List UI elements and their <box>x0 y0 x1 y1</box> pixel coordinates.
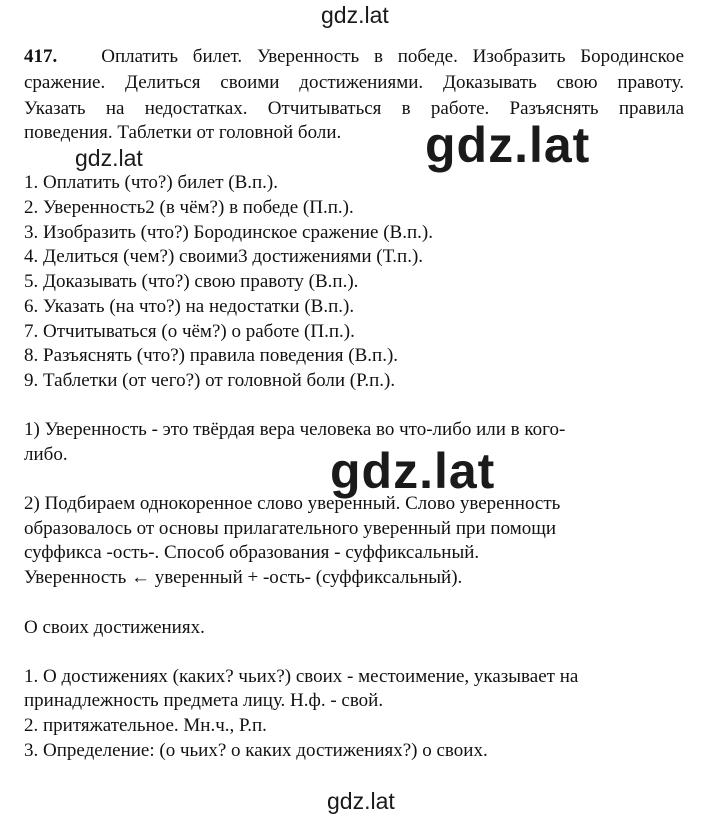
note-2-line-3: суффикса -ость-. Способ образования - суффиксальный. <box>24 542 480 563</box>
exercise-line-1 <box>24 46 684 68</box>
analysis-line-1: 1. О достижениях (каких? чьих?) своих - местоимение, указывает на <box>24 666 579 687</box>
exercise-text-1: Оплатить билет. Уверенность в победе. Изобразить Бородинское <box>101 46 684 67</box>
watermark-large-1: gdz.lat <box>425 117 591 173</box>
watermark-top: gdz.lat <box>321 2 389 28</box>
note-2-line-2: образовалось от основы прилагательного уверенный при помощи <box>24 518 557 539</box>
list-item-6: 6. Указать (на что?) на недостатки (В.п.). <box>24 296 355 317</box>
analysis-line-4: 3. Определение: (о чьих? о каких достижениях?) о своих. <box>24 740 488 761</box>
watermark-large-2: gdz.lat <box>330 443 496 499</box>
note-2-line-4: Уверенность ← уверенный + -ость- (суффиксальный). <box>24 567 463 588</box>
exercise-line-4: поведения. Таблетки от головной боли. <box>24 122 342 143</box>
list-item-2: 2. Уверенность2 (в чём?) в победе (П.п.). <box>24 197 354 218</box>
list-item-1: 1. Оплатить (что?) билет (В.п.). <box>24 172 278 193</box>
note-1-line-2: либо. <box>24 444 68 465</box>
note-1-line-1: 1) Уверенность - это твёрдая вера человека во что-либо или в кого- <box>24 419 566 440</box>
list-item-9: 9. Таблетки (от чего?) от головной боли (Р.п.). <box>24 370 396 391</box>
exercise-number: 417. <box>24 46 58 67</box>
note-2-line-1: 2) Подбираем однокоренное слово уверенный. Слово уверенность <box>24 493 561 514</box>
section-title: О своих достижениях. <box>24 617 205 638</box>
watermark-small: gdz.lat <box>75 145 143 171</box>
exercise-line-3: Указать на недостатках. Отчитываться в работе. Разъяснять правила <box>24 98 684 119</box>
list-item-3: 3. Изобразить (что?) Бородинское сражение (В.п.). <box>24 222 433 243</box>
list-item-4: 4. Делиться (чем?) своими3 достижениями (Т.п.). <box>24 246 424 267</box>
analysis-line-2: принадлежность предмета лицу. Н.ф. - свой. <box>24 690 384 711</box>
analysis-line-3: 2. притяжательное. Мн.ч., Р.п. <box>24 715 267 736</box>
list-item-7: 7. Отчитываться (о чём?) о работе (П.п.). <box>24 321 355 342</box>
list-item-8: 8. Разъяснять (что?) правила поведения (В.п.). <box>24 345 399 366</box>
list-item-5: 5. Доказывать (что?) свою правоту (В.п.). <box>24 271 359 292</box>
watermark-bottom: gdz.lat <box>327 788 395 814</box>
exercise-line-2: сражение. Делиться своими достижениями. Доказывать свою правоту. <box>24 72 684 93</box>
